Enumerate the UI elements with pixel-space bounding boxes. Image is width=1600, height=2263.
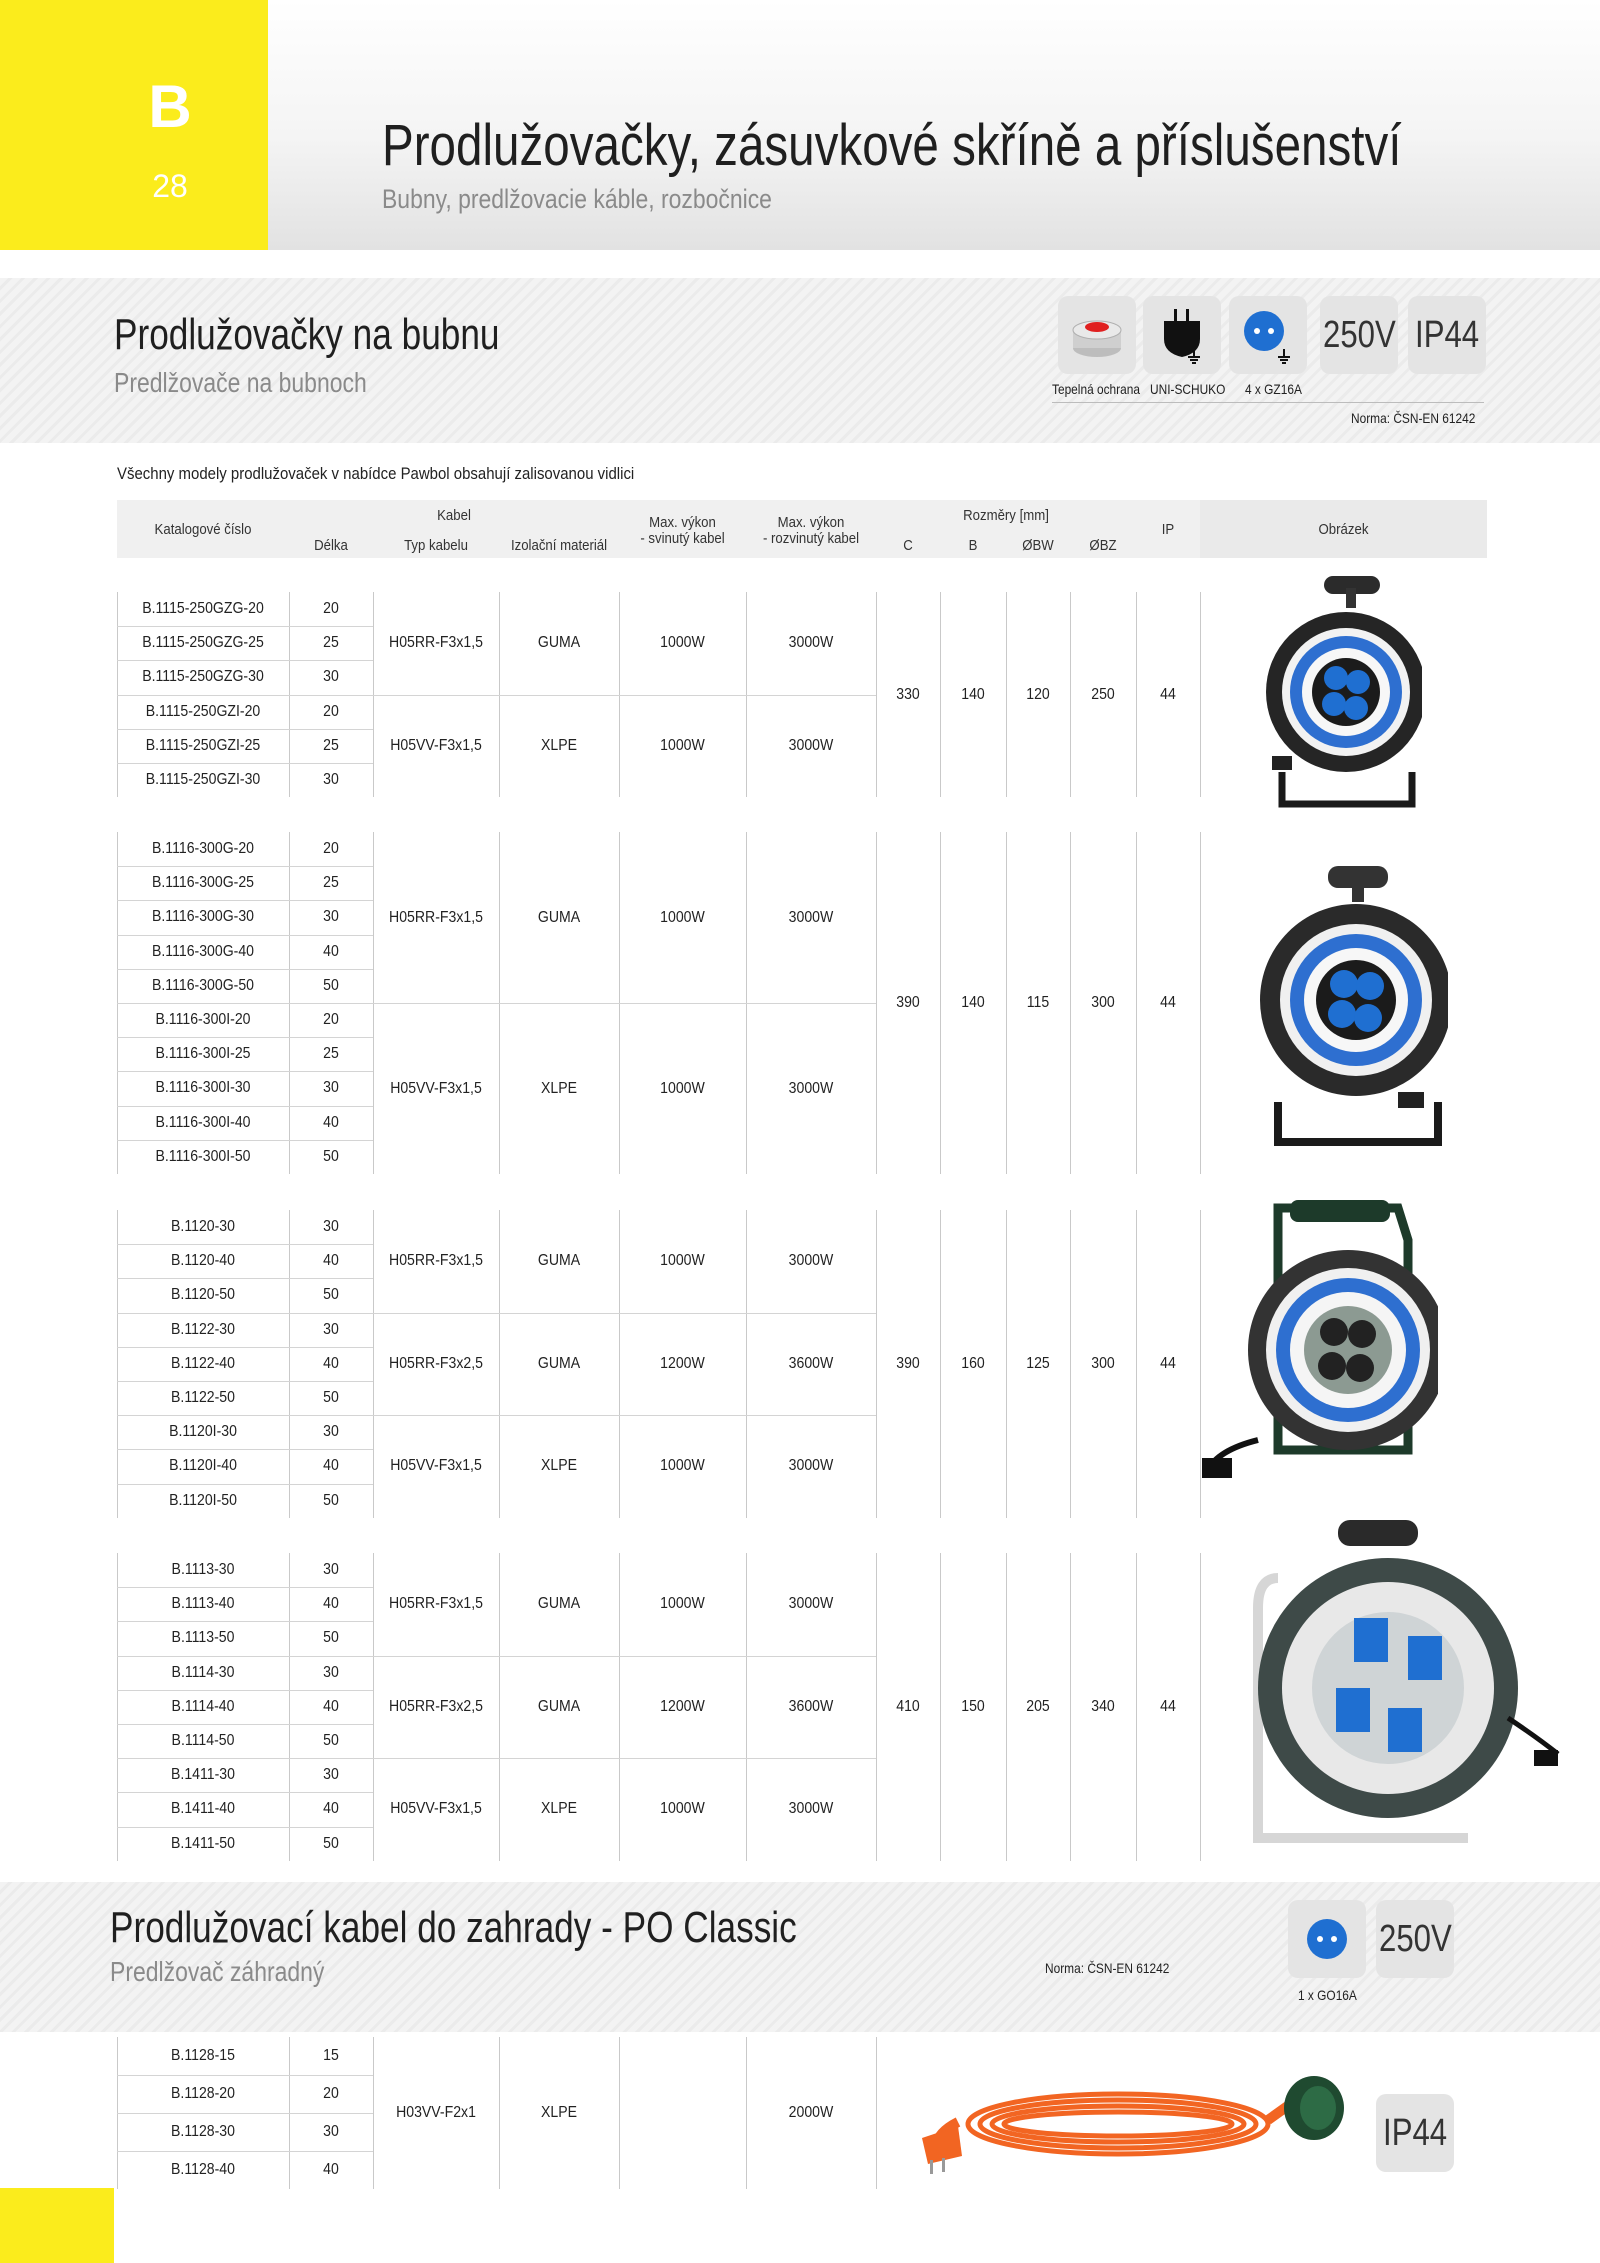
catalog-code: B.1120I-30	[169, 1423, 237, 1441]
table-column-divider	[1006, 592, 1007, 797]
max-power-uncoiled: 3000W	[788, 1800, 834, 1818]
insulation-material: GUMA	[537, 1252, 581, 1269]
section-tab	[0, 0, 268, 250]
insulation-material: XLPE	[540, 1080, 577, 1097]
catalog-code: B.1411-30	[171, 1766, 235, 1784]
divider	[1052, 402, 1484, 403]
cable-length: 20	[323, 840, 339, 857]
dimension-c: 330	[896, 686, 920, 703]
dimension-obw: 125	[1026, 1355, 1050, 1372]
dimension-b: 140	[961, 994, 985, 1011]
table-row-divider	[117, 1827, 373, 1828]
dimension-obz: 300	[1091, 994, 1115, 1011]
voltage-icon	[1376, 1900, 1454, 1978]
section-title: Prodlužovačky na bubnu	[114, 310, 500, 359]
table-row-divider	[117, 1381, 373, 1382]
table-column-divider	[1070, 1553, 1071, 1861]
table-column-divider	[1070, 832, 1071, 1174]
catalog-code: B.1116-300I-25	[155, 1045, 251, 1063]
max-power-coiled: 1200W	[660, 1354, 705, 1372]
cable-length: 25	[323, 1045, 339, 1063]
garden-cable-image	[918, 2062, 1358, 2187]
table-row-divider	[117, 1347, 373, 1348]
table-column-divider	[1006, 832, 1007, 1174]
table-row-divider	[117, 660, 373, 661]
cable-length: 25	[323, 874, 339, 892]
cable-length: 30	[323, 668, 339, 686]
table-column-divider	[876, 832, 877, 1174]
table-column-divider	[876, 1553, 877, 1861]
cable-length: 40	[323, 1113, 339, 1131]
table-column-divider	[117, 1553, 118, 1861]
cable-type: H03VV-F2x1	[396, 2104, 476, 2121]
table-row-divider	[117, 763, 373, 764]
dimension-b: 140	[961, 686, 985, 703]
catalog-code: B.1114-40	[171, 1697, 235, 1715]
cable-length: 20	[323, 600, 339, 617]
dimension-ip: 44	[1160, 1698, 1176, 1715]
page-subtitle: Bubny, predlžovacie káble, rozbočnice	[382, 184, 772, 214]
cable-length: 20	[323, 702, 339, 720]
catalog-code: B.1114-30	[171, 1663, 235, 1681]
icon-caption: 1 x GO16A	[1298, 1987, 1357, 2003]
norma-label: Norma: ČSN-EN 61242	[1045, 1960, 1170, 1976]
page-header	[0, 0, 1600, 250]
cable-length: 30	[323, 1561, 339, 1578]
table-row-divider	[117, 2075, 373, 2076]
cable-length: 40	[323, 1697, 339, 1715]
cable-length: 50	[323, 1389, 339, 1406]
table-row-divider	[117, 1140, 373, 1141]
table-column-divider	[1136, 1553, 1137, 1861]
dimension-c: 390	[896, 994, 920, 1011]
max-power-uncoiled: 3000W	[788, 1457, 834, 1475]
cable-length: 25	[323, 736, 339, 754]
insulation-material: XLPE	[540, 2104, 577, 2121]
col-kabel: Kabel	[437, 507, 471, 524]
table-row-divider	[117, 969, 373, 970]
table-row-divider	[117, 1313, 373, 1314]
cable-reel-image	[1248, 862, 1448, 1157]
table-row-divider	[117, 695, 373, 696]
cable-length: 20	[323, 2085, 339, 2102]
catalog-code: B.1113-40	[171, 1595, 235, 1613]
norma-label: Norma: ČSN-EN 61242	[1351, 410, 1476, 426]
ip-rating-icon	[1376, 2094, 1454, 2172]
cable-length: 40	[323, 1457, 339, 1475]
max-power-coiled: 1000W	[660, 1080, 705, 1097]
max-power-uncoiled: 3000W	[788, 1080, 834, 1097]
table-row-divider	[117, 1724, 373, 1725]
insulation-material: GUMA	[537, 909, 581, 926]
page-title: Prodlužovačky, zásuvkové skříně a příslušenství	[382, 113, 1402, 178]
dimension-obw: 205	[1026, 1698, 1050, 1715]
table-column-divider	[1200, 1553, 1201, 1861]
cable-length: 15	[323, 2047, 339, 2064]
cable-length: 40	[323, 942, 339, 960]
table-row-divider	[117, 900, 373, 901]
table-row-divider	[117, 1037, 373, 1038]
cable-type: H05VV-F3x1,5	[390, 736, 482, 754]
table-row-divider	[117, 866, 373, 867]
dimension-obz: 340	[1091, 1698, 1115, 1715]
table-column-divider	[876, 2037, 877, 2189]
section-subtitle: Predlžovače na bubnoch	[114, 367, 367, 398]
col-obrazek: Obrázek	[1318, 521, 1369, 538]
thermal-protection-icon	[1058, 296, 1136, 374]
section-letter: B	[148, 73, 192, 140]
table-column-divider	[940, 1553, 941, 1861]
insulation-material: GUMA	[537, 1595, 581, 1612]
table-row-divider	[373, 1313, 876, 1314]
cable-type: H05RR-F3x1,5	[389, 1252, 483, 1269]
section-subtitle: Predlžovač záhradný	[110, 1956, 325, 1987]
dimension-c: 410	[896, 1698, 920, 1715]
cable-type: H05VV-F3x1,5	[390, 1080, 482, 1097]
voltage-label: 250V	[1322, 313, 1396, 356]
max-power-coiled: 1200W	[660, 1697, 705, 1715]
catalog-code: B.1128-20	[171, 2085, 235, 2102]
max-power-uncoiled: 3600W	[788, 1697, 834, 1715]
cable-type: H05RR-F3x1,5	[389, 1595, 483, 1612]
icon-caption: Tepelná ochrana	[1052, 381, 1141, 397]
table-row-divider	[117, 1003, 373, 1004]
catalog-code: B.1120I-50	[169, 1491, 237, 1509]
catalog-code: B.1116-300I-20	[155, 1011, 251, 1028]
cable-length: 40	[323, 1354, 339, 1372]
icon-caption: 4 x GZ16A	[1245, 381, 1302, 397]
table-column-divider	[940, 592, 941, 797]
cable-type: H05RR-F3x2,5	[389, 1354, 483, 1372]
table-row-divider	[117, 1792, 373, 1793]
cable-length: 25	[323, 634, 339, 652]
table-row-divider	[373, 1415, 876, 1416]
catalog-code: B.1120-30	[171, 1218, 235, 1235]
cable-length: 50	[323, 1286, 339, 1304]
catalog-code: B.1115-250GZI-30	[145, 771, 261, 788]
catalog-code: B.1122-40	[171, 1354, 235, 1372]
uni-schuko-plug-icon	[1143, 296, 1221, 374]
cable-type: H05RR-F3x2,5	[389, 1697, 483, 1715]
cable-length: 40	[323, 2161, 339, 2178]
voltage-label: 250V	[1378, 1917, 1452, 1960]
catalog-code: B.1115-250GZI-25	[145, 736, 261, 754]
cable-type: H05RR-F3x1,5	[389, 634, 483, 651]
cable-reel-image	[1262, 572, 1422, 817]
col-izolace: Izolační materiál	[510, 537, 608, 554]
dimension-obz: 250	[1091, 686, 1115, 703]
table-row-divider	[117, 1656, 373, 1657]
table-column-divider	[289, 1553, 290, 1861]
ip-rating-icon	[1408, 296, 1486, 374]
col-svinuty: Max. výkon	[649, 514, 716, 531]
cable-length: 50	[323, 976, 339, 994]
dimension-obz: 300	[1091, 1355, 1115, 1372]
table-column-divider	[619, 1553, 620, 1861]
table-column-divider	[1070, 592, 1071, 797]
icon-caption: UNI-SCHUKO	[1150, 381, 1226, 397]
table-column-divider	[619, 1210, 620, 1518]
col-rozvinuty-2: - rozvinutý kabel	[762, 530, 860, 547]
insulation-material: XLPE	[540, 1800, 577, 1818]
table-row-divider	[117, 1587, 373, 1588]
cable-length: 30	[323, 1320, 339, 1338]
catalog-code: B.1120-40	[171, 1252, 235, 1270]
models-note: Všechny modely prodlužovaček v nabídce Pawbol obsahují zalisovanou vidlici	[117, 464, 635, 483]
ip-label: IP44	[1382, 2111, 1448, 2154]
catalog-code: B.1116-300G-40	[151, 942, 255, 960]
insulation-material: GUMA	[537, 1697, 581, 1715]
table-column-divider	[746, 1210, 747, 1518]
table-row-divider	[373, 1003, 876, 1004]
catalog-code: B.1128-15	[171, 2047, 235, 2064]
cable-length: 30	[323, 908, 339, 926]
cable-length: 50	[323, 1629, 339, 1647]
table-column-divider	[746, 1553, 747, 1861]
socket-icon	[1288, 1900, 1366, 1978]
catalog-code: B.1128-30	[171, 2123, 235, 2140]
table-column-divider	[117, 1210, 118, 1518]
table-row-divider	[117, 1758, 373, 1759]
cable-length: 30	[323, 771, 339, 788]
max-power-uncoiled: 3000W	[788, 634, 834, 651]
table-column-divider	[1136, 592, 1137, 797]
table-column-divider	[373, 1553, 374, 1861]
table-column-divider	[289, 1210, 290, 1518]
dimension-obw: 120	[1026, 686, 1050, 703]
catalog-code: B.1113-50	[171, 1629, 235, 1647]
table-column-divider	[940, 1210, 941, 1518]
col-catalog: Katalogové číslo	[154, 521, 252, 538]
table-column-divider	[1200, 832, 1201, 1174]
cable-length: 50	[323, 1732, 339, 1749]
catalog-code: B.1116-300G-30	[151, 908, 255, 926]
max-power-coiled: 1000W	[660, 1595, 705, 1612]
cable-length: 30	[323, 1218, 339, 1235]
ip-label: IP44	[1414, 313, 1480, 356]
col-rozmery: Rozměry [mm]	[963, 507, 1049, 524]
corner-tab	[0, 2188, 114, 2263]
table-column-divider	[1136, 832, 1137, 1174]
col-b: B	[968, 537, 978, 554]
table-row-divider	[117, 1484, 373, 1485]
catalog-code: B.1122-30	[171, 1320, 235, 1338]
max-power-coiled: 1000W	[660, 736, 705, 754]
max-power-uncoiled: 3000W	[788, 909, 834, 926]
catalog-code: B.1411-50	[171, 1834, 235, 1852]
max-power-coiled: 1000W	[660, 909, 705, 926]
dimension-obw: 115	[1026, 994, 1050, 1011]
table-column-divider	[1006, 1553, 1007, 1861]
insulation-material: GUMA	[537, 1354, 581, 1372]
cable-length: 40	[323, 1252, 339, 1270]
catalog-code: B.1116-300I-30	[155, 1079, 251, 1097]
max-power-coiled: 1000W	[660, 1252, 705, 1269]
table-column-divider	[876, 1210, 877, 1518]
table-column-divider	[1200, 592, 1201, 797]
table-column-divider	[373, 2037, 374, 2189]
catalog-code: B.1411-40	[171, 1800, 235, 1818]
col-c: C	[903, 537, 913, 554]
table-row-divider	[117, 729, 373, 730]
max-power-uncoiled: 3000W	[788, 1252, 834, 1269]
table-row-divider	[373, 1758, 876, 1759]
table-column-divider	[1070, 1210, 1071, 1518]
catalog-code: B.1116-300G-20	[151, 840, 255, 857]
catalog-code: B.1120I-40	[169, 1457, 237, 1475]
cable-type: H05VV-F3x1,5	[390, 1800, 482, 1818]
table-row-divider	[117, 626, 373, 627]
table-column-divider	[619, 2037, 620, 2189]
cable-reel-image	[1198, 1200, 1438, 1495]
socket-icon	[1229, 296, 1307, 374]
catalog-code: B.1128-40	[171, 2161, 235, 2178]
insulation-material: GUMA	[537, 634, 581, 651]
cable-length: 30	[323, 1079, 339, 1097]
table-row-divider	[117, 2151, 373, 2152]
table-column-divider	[940, 832, 941, 1174]
catalog-code: B.1115-250GZI-20	[145, 702, 261, 720]
cable-length: 50	[323, 1834, 339, 1852]
col-rozvinuty: Max. výkon	[777, 514, 845, 531]
catalog-code: B.1115-250GZG-25	[142, 634, 264, 652]
section-title: Prodlužovací kabel do zahrady - PO Classic	[110, 1903, 797, 1952]
table-row-divider	[373, 1656, 876, 1657]
table-column-divider	[876, 592, 877, 797]
table-row-divider	[117, 1244, 373, 1245]
cable-length: 40	[323, 1595, 339, 1613]
catalog-code: B.1114-50	[171, 1732, 235, 1749]
page-number: 28	[152, 168, 188, 204]
table-row-divider	[117, 1449, 373, 1450]
col-svinuty-2: - svinutý kabel	[640, 530, 725, 547]
max-power-uncoiled: 2000W	[788, 2104, 834, 2121]
table-row-divider	[117, 935, 373, 936]
max-power-uncoiled: 3000W	[788, 736, 834, 754]
cable-type: H05VV-F3x1,5	[390, 1457, 482, 1475]
max-power-coiled: 1000W	[660, 1800, 705, 1818]
dimension-ip: 44	[1160, 994, 1176, 1011]
catalog-code: B.1116-300G-50	[151, 976, 255, 994]
table-column-divider	[499, 1210, 500, 1518]
cable-length: 20	[323, 1011, 339, 1028]
cable-length: 50	[323, 1491, 339, 1509]
dimension-ip: 44	[1160, 1355, 1176, 1372]
table-column-divider	[1006, 1210, 1007, 1518]
col-obz: ØBZ	[1089, 537, 1117, 554]
table-column-divider	[746, 2037, 747, 2189]
dimension-b: 150	[961, 1698, 985, 1715]
table-row-divider	[117, 1621, 373, 1622]
table-row-divider	[117, 1106, 373, 1107]
max-power-coiled: 1000W	[660, 634, 705, 651]
catalog-code: B.1113-30	[171, 1561, 235, 1578]
catalog-code: B.1115-250GZG-20	[142, 600, 264, 617]
dimension-ip: 44	[1160, 686, 1176, 703]
catalog-code: B.1122-50	[171, 1389, 235, 1406]
table-row-divider	[117, 1415, 373, 1416]
insulation-material: XLPE	[540, 736, 577, 754]
table-column-divider	[499, 1553, 500, 1861]
col-typ: Typ kabelu	[404, 537, 468, 554]
cable-length: 50	[323, 1147, 339, 1165]
table-row-divider	[117, 1278, 373, 1279]
col-obw: ØBW	[1022, 537, 1054, 554]
col-ip: IP	[1161, 521, 1175, 538]
catalog-code: B.1116-300G-25	[151, 874, 255, 892]
catalog-code: B.1115-250GZG-30	[142, 668, 264, 686]
cable-length: 40	[323, 1800, 339, 1818]
table-column-divider	[373, 1210, 374, 1518]
max-power-coiled: 1000W	[660, 1457, 705, 1475]
max-power-uncoiled: 3600W	[788, 1354, 834, 1372]
dimension-b: 160	[961, 1355, 985, 1372]
dimension-c: 390	[896, 1355, 920, 1372]
col-delka: Délka	[314, 537, 348, 554]
max-power-uncoiled: 3000W	[788, 1595, 834, 1612]
table-row-divider	[373, 695, 876, 696]
cable-length: 30	[323, 1423, 339, 1441]
insulation-material: XLPE	[540, 1457, 577, 1475]
cable-length: 30	[323, 1766, 339, 1784]
table-row-divider	[117, 1690, 373, 1691]
table-column-divider	[499, 2037, 500, 2189]
table-row-divider	[117, 1071, 373, 1072]
cable-length: 30	[323, 2123, 339, 2140]
table-row-divider	[117, 2113, 373, 2114]
cable-type: H05RR-F3x1,5	[389, 909, 483, 926]
cable-length: 30	[323, 1663, 339, 1681]
catalog-code: B.1116-300I-50	[155, 1147, 251, 1165]
catalog-code: B.1120-50	[171, 1286, 235, 1304]
catalog-code: B.1116-300I-40	[155, 1113, 251, 1131]
table-column-divider	[1136, 1210, 1137, 1518]
cable-reel-image	[1238, 1518, 1568, 1863]
voltage-icon	[1320, 296, 1398, 374]
